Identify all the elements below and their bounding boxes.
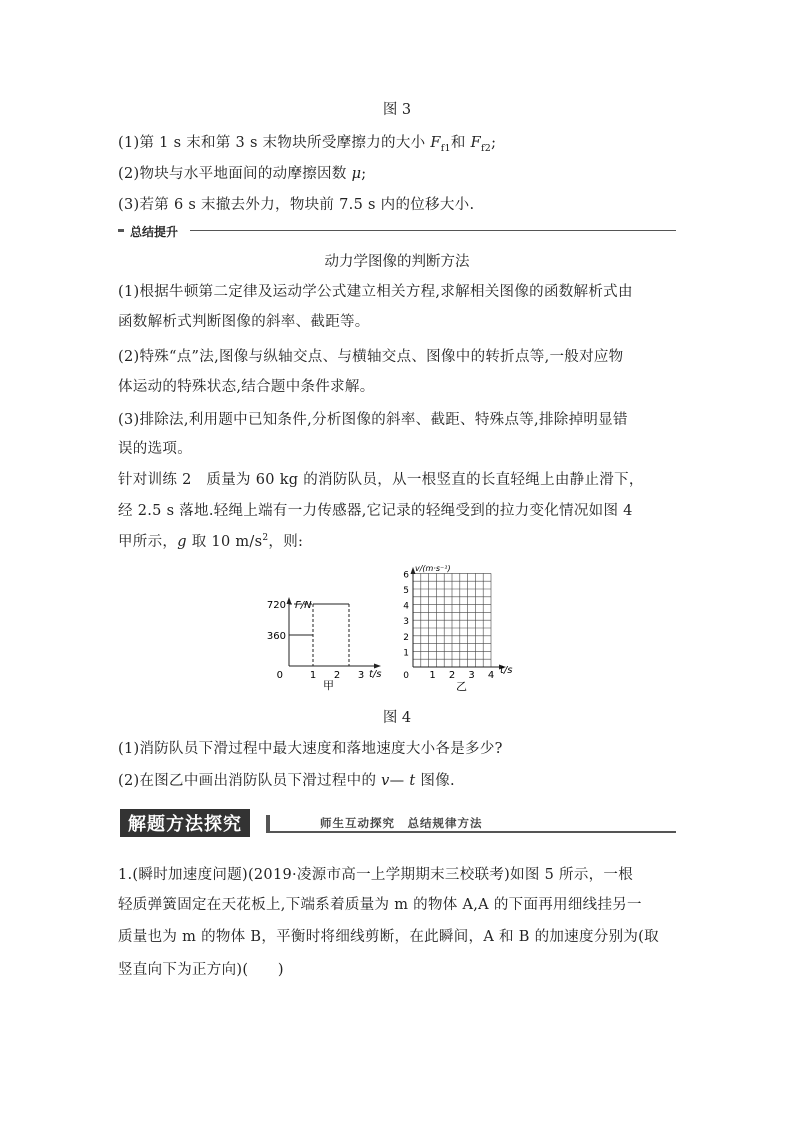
section-rule xyxy=(270,831,676,833)
yi-x-tick: 3 xyxy=(468,670,475,681)
summary-line: (2)特殊“点”法,图像与纵轴交点、与横轴交点、图像中的转折点等,一般对应物 xyxy=(118,349,624,365)
problem-1-line-4: 竖直向下为正方向)( ) xyxy=(118,962,284,978)
yi-x-tick: 1 xyxy=(429,670,436,681)
problem-1-line-1: 1.(瞬时加速度问题)(2019·凌源市高一上学期期末三校联考)如图 5 所示，一根 xyxy=(118,867,634,883)
graph-jia xyxy=(265,595,395,695)
summary-line: 误的选项。 xyxy=(118,441,192,457)
yi-y-tick: 5 xyxy=(403,586,409,596)
jia-x-tick: 3 xyxy=(357,670,365,681)
summary-heading: 动力学图像的判断方法 xyxy=(324,254,470,270)
training-line-3: 甲所示，g 取 10 $m/s^2$，则: xyxy=(118,533,304,550)
figure-4-caption: 图 4 xyxy=(382,710,412,726)
yi-y-tick: 1 xyxy=(403,648,409,659)
jia-x-tick: 1 xyxy=(309,670,317,681)
training-question-1: (1)消防队员下滑过程中最大速度和落地速度大小各是多少? xyxy=(118,741,503,757)
yi-y-tick: 3 xyxy=(403,617,409,628)
summary-rule-left xyxy=(118,229,124,232)
section-title: 解题方法探究 xyxy=(120,809,250,837)
summary-tag: 总结提升 xyxy=(130,225,179,239)
jia-x-label: t/s xyxy=(369,669,382,680)
yi-y-tick: 2 xyxy=(403,632,409,643)
problem-1-line-2: 轻质弹簧固定在天花板上,下端系着质量为 m 的物体 A,A 的下面再用细线挂另一 xyxy=(118,897,642,913)
summary-line: 体运动的特殊状态,结合题中条件求解。 xyxy=(118,379,375,395)
summary-rule xyxy=(190,230,676,231)
problem-1-line-3: 质量也为 m 的物体 B，平衡时将细线剪断，在此瞬间，A 和 B 的加速度分别为(取 xyxy=(118,929,659,945)
section-subtitle: 师生互动探究 总结规律方法 xyxy=(320,816,483,830)
yi-y-label: v/(m·s⁻¹) xyxy=(415,564,451,573)
jia-y-tick: 360 xyxy=(266,631,286,642)
yi-x-label: t/s xyxy=(500,665,513,676)
jia-y-tick: 0 xyxy=(276,670,283,681)
yi-x-tick: 4 xyxy=(487,670,495,681)
question-2: (2)物块与水平地面间的动摩擦因数 μ; xyxy=(118,166,367,182)
yi-x-tick: 2 xyxy=(448,670,456,681)
graph-yi xyxy=(392,561,522,696)
summary-line: (1)根据牛顿第二定律及运动学公式建立相关方程,求解相关图像的函数解析式由 xyxy=(118,284,633,300)
training-line-1: 针对训练 2 质量为 60 kg 的消防队员，从一根竖直的长直轻绳上由静止滑下， xyxy=(118,472,644,488)
training-line-2: 经 2.5 s 落地.轻绳上端有一力传感器,它记录的轻绳受到的拉力变化情况如图 4 xyxy=(118,503,633,519)
yi-y-tick: 4 xyxy=(403,601,409,612)
yi-caption: 乙 xyxy=(456,680,467,693)
yi-y-tick: 6 xyxy=(403,570,409,581)
jia-caption: 甲 xyxy=(323,679,334,692)
figure-3-caption: 图 3 xyxy=(382,102,412,118)
summary-line: 函数解析式判断图像的斜率、截距等。 xyxy=(118,314,370,330)
yi-y-tick: 0 xyxy=(403,671,409,681)
question-1: (1)第 1 s 末和第 3 s 末物块所受摩擦力的大小 $F_{f1}$和 $F_{f2}$; xyxy=(118,135,497,154)
question-3: (3)若第 6 s 末撤去外力，物块前 7.5 s 内的位移大小. xyxy=(118,197,475,213)
training-question-2: (2)在图乙中画出消防队员下滑过程中的 v— t 图像. xyxy=(118,773,455,789)
summary-line: (3)排除法,利用题中已知条件,分析图像的斜率、截距、特殊点等,排除掉明显错 xyxy=(118,412,628,428)
jia-y-tick: 720 xyxy=(266,600,286,611)
jia-y-label: F/N xyxy=(295,600,312,611)
jia-x-tick: 2 xyxy=(333,670,341,681)
